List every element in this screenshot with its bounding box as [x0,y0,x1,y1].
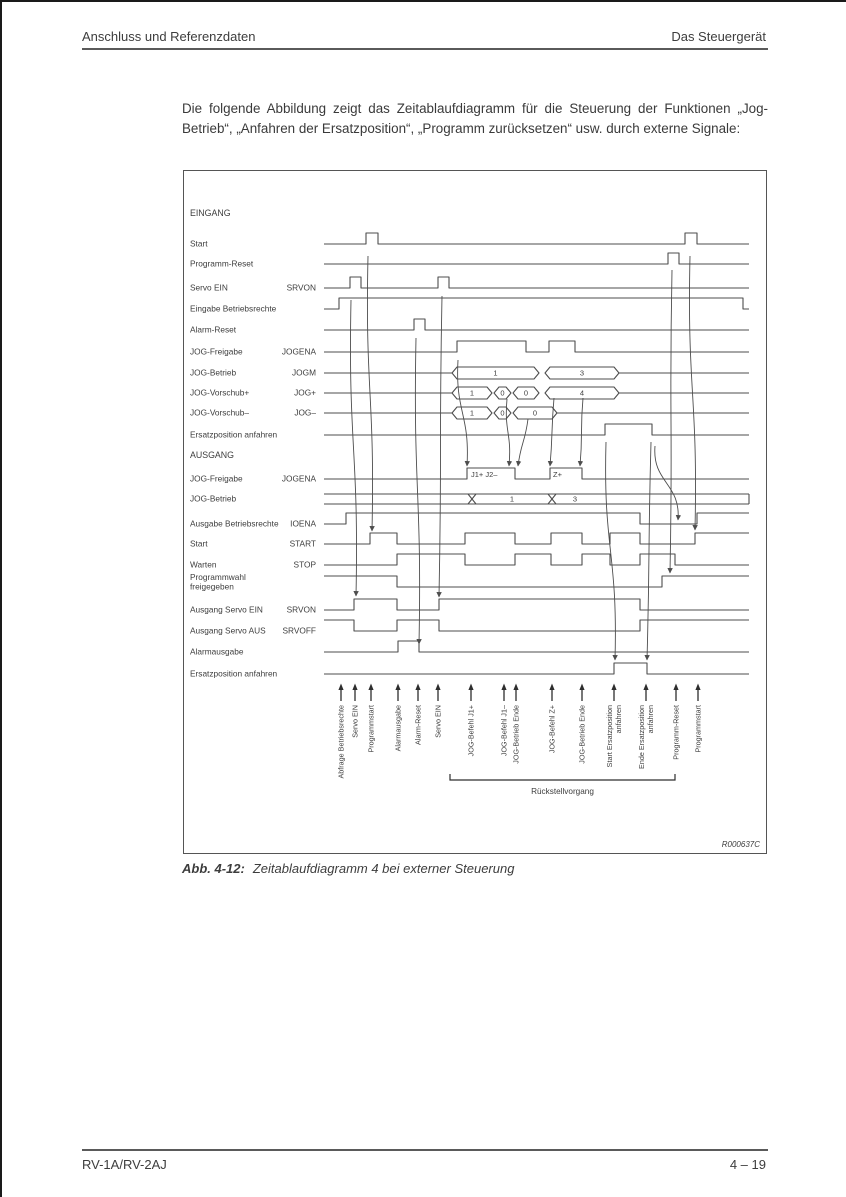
svg-text:Programm-Reset: Programm-Reset [190,258,254,269]
signal-row [190,572,749,592]
svg-text:SRVON: SRVON [286,282,316,293]
svg-text:Servo EIN: Servo EIN [350,705,360,738]
signal-row [190,620,749,636]
event-marker [434,684,443,738]
svg-text:JOG-Befehl Z+: JOG-Befehl Z+ [547,705,557,754]
svg-text:JOG-Betrieb Ende: JOG-Betrieb Ende [511,705,521,764]
svg-text:Start Ersatzposition: Start Ersatzposition [605,705,614,768]
svg-text:Programm-Reset: Programm-Reset [671,705,681,760]
event-marker [351,684,360,738]
svg-text:Ersatzposition anfahren: Ersatzposition anfahren [190,429,278,440]
svg-text:JOG-Betrieb: JOG-Betrieb [190,493,237,504]
signal-row [190,663,749,679]
svg-text:3: 3 [572,494,578,504]
cause-effect-arrow [670,270,672,573]
timing-diagram [183,170,767,854]
svg-text:Ausgang Servo EIN: Ausgang Servo EIN [190,604,263,615]
signal-row [190,298,749,314]
pulse-label: Z+ [553,470,562,479]
cause-effect-arrow [606,442,616,660]
svg-text:JOG–: JOG– [294,407,316,418]
header-right: Das Steuergerät [671,29,766,44]
svg-text:Programmstart: Programmstart [366,705,376,753]
event-marker [337,684,346,779]
svg-text:Warten: Warten [190,559,217,570]
svg-text:JOG-Freigabe: JOG-Freigabe [190,346,243,357]
svg-text:JOG-Betrieb: JOG-Betrieb [190,367,237,378]
svg-text:1: 1 [493,368,498,378]
svg-text:0: 0 [532,408,538,418]
event-marker [672,684,681,760]
signal-row [190,599,749,615]
figure-ref-code: R000637C [721,840,760,849]
signal-row [190,367,749,379]
svg-text:Ausgang Servo AUS: Ausgang Servo AUS [190,625,266,636]
svg-text:JOG-Befehl J1+: JOG-Befehl J1+ [466,705,476,757]
svg-text:0: 0 [500,408,505,418]
svg-text:IOENA: IOENA [290,518,316,529]
event-marker [414,684,423,745]
event-marker [467,684,476,757]
svg-text:1: 1 [469,408,475,418]
svg-text:4: 4 [579,388,585,398]
cause-effect-arrow [350,300,356,596]
cause-effect-arrow [580,398,583,466]
svg-text:1: 1 [509,494,515,504]
svg-text:Programmwahl: Programmwahl [190,572,246,582]
svg-text:JOG-Freigabe: JOG-Freigabe [190,473,243,484]
event-marker [578,684,587,764]
svg-text:0: 0 [500,388,505,398]
svg-text:JOGENA: JOGENA [281,473,316,484]
signal-row [190,424,749,440]
svg-text:Ersatzposition anfahren: Ersatzposition anfahren [190,668,278,679]
signal-row [190,253,749,269]
event-marker [394,684,403,752]
svg-text:anfahren: anfahren [646,705,655,734]
section-header: AUSGANG [190,450,234,460]
signal-row [190,387,749,399]
svg-text:START: START [289,538,316,549]
event-marker [512,684,521,764]
signal-row [190,533,749,549]
signal-row [190,341,749,357]
cause-effect-arrow [518,419,528,466]
svg-text:JOG-Vorschub+: JOG-Vorschub+ [190,387,250,398]
event-marker [500,684,509,757]
section-header: EINGANG [190,208,231,218]
svg-text:Start: Start [190,538,208,549]
svg-text:Alarmausgabe: Alarmausgabe [190,646,244,657]
figure-caption-text: Zeitablaufdiagramm 4 bei externer Steuerung [252,861,515,876]
figure-caption [182,861,514,876]
svg-text:Programmstart: Programmstart [693,705,703,753]
signal-row [190,277,749,293]
svg-text:Start: Start [190,238,208,249]
svg-text:SRVON: SRVON [286,604,316,615]
signal-row [190,641,749,657]
figure-caption-label: Abb. 4-12: [182,861,245,876]
svg-text:JOG-Vorschub–: JOG-Vorschub– [190,407,250,418]
svg-text:JOG-Betrieb Ende: JOG-Betrieb Ende [577,705,587,764]
event-marker [605,684,623,768]
cause-effect-arrow [458,360,468,466]
cause-effect-arrow [647,442,651,660]
svg-text:STOP: STOP [293,559,316,570]
footer-rule [82,1149,768,1151]
header-left: Anschluss und Referenzdaten [82,29,256,44]
svg-text:freigegeben: freigegeben [190,581,234,592]
footer-page-number: 4 – 19 [729,1157,766,1172]
svg-text:Alarmausgabe: Alarmausgabe [393,705,403,752]
svg-text:Servo EIN: Servo EIN [190,282,228,293]
svg-text:Alarm-Reset: Alarm-Reset [413,705,423,745]
svg-text:Servo EIN: Servo EIN [433,705,443,738]
signal-row [190,233,749,249]
cause-effect-arrow [439,296,442,597]
reset-sequence-bracket [450,774,675,780]
event-marker [548,684,557,754]
signal-row [190,554,749,570]
svg-text:JOG+: JOG+ [294,387,316,398]
cause-effect-arrow [415,338,419,644]
svg-text:SRVOFF: SRVOFF [282,625,316,636]
signal-row [190,494,749,505]
pulse-label: J1+ J2– [471,470,498,479]
svg-text:Ausgabe Betriebsrechte: Ausgabe Betriebsrechte [190,518,279,529]
svg-text:Abfrage Betriebsrechte: Abfrage Betriebsrechte [336,705,346,779]
svg-text:Alarm-Reset: Alarm-Reset [190,324,237,335]
footer-left: RV-1A/RV-2AJ [82,1157,167,1172]
svg-text:anfahren: anfahren [614,705,623,734]
reset-sequence-label: Rückstellvorgang [531,787,594,796]
event-marker [367,684,376,753]
event-marker [637,684,655,769]
signal-row [190,407,749,419]
cause-effect-arrow [550,398,554,466]
signal-row [190,513,749,529]
svg-text:1: 1 [469,388,475,398]
event-marker [694,684,703,753]
svg-text:JOG-Befehl J1–: JOG-Befehl J1– [499,705,509,757]
svg-text:Eingabe Betriebsrechte: Eingabe Betriebsrechte [190,303,277,314]
header-rule [82,48,768,50]
svg-text:0: 0 [523,388,529,398]
intro-paragraph: Die folgende Abbildung zeigt das Zeitablaufdiagramm für die Steuerung der Funktionen „Jog-Betrieb“, „Anfahren der Ersatzposition“, „Programm zurücksetzen“ usw. durch externe Signale: [182,101,768,136]
svg-text:Ende Ersatzposition: Ende Ersatzposition [637,705,646,769]
cause-effect-arrow [655,446,678,520]
signal-row [190,319,749,335]
svg-text:JOGM: JOGM [292,367,316,378]
svg-text:JOGENA: JOGENA [281,346,316,357]
svg-text:3: 3 [579,368,585,378]
